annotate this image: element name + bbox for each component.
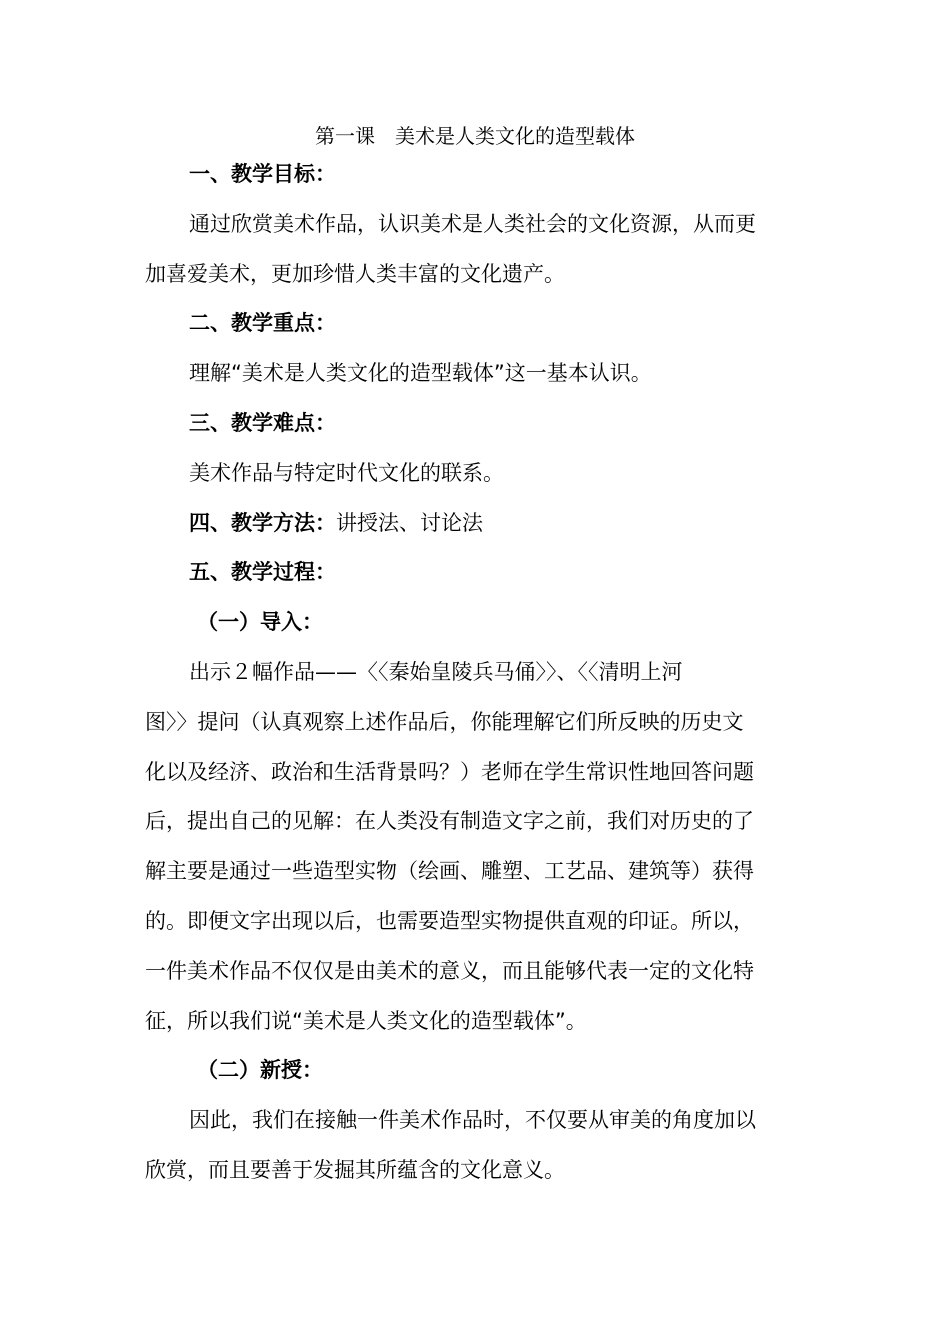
paragraph-line: 加喜爱美术，更加珍惜人类丰富的文化遗产。 xyxy=(145,261,565,286)
paragraph-line: 后，提出自己的见解：在人类没有制造文字之前，我们对历史的了 xyxy=(145,809,754,834)
subheading-introduction: （一）导入： xyxy=(197,610,323,635)
heading-difficulties: 三、教学难点： xyxy=(189,410,336,435)
paragraph-line: 美术作品与特定时代文化的联系。 xyxy=(189,460,504,485)
paragraph-line: 一件美术作品不仅仅是由美术的意义，而且能够代表一定的文化特 xyxy=(145,958,754,983)
paragraph-line: 出示２幅作品——〈〈秦始皇陵兵马俑〉〉、〈〈清明上河 xyxy=(189,659,683,684)
heading-key-points: 二、教学重点： xyxy=(189,311,336,336)
paragraph-line: 征，所以我们说“美术是人类文化的造型载体”。 xyxy=(145,1008,587,1033)
heading-teaching-process: 五、教学过程： xyxy=(189,560,336,585)
document-title: 第一课 美术是人类文化的造型载体 xyxy=(315,124,635,148)
paragraph-line: 化以及经济、政治和生活背景吗？）老师在学生常识性地回答问题 xyxy=(145,759,754,784)
paragraph-line: 欣赏，而且要善于发掘其所蕴含的文化意义。 xyxy=(145,1157,565,1182)
teaching-methods-text: 讲授法、讨论法 xyxy=(336,510,483,535)
paragraph-line: 理解“美术是人类文化的造型载体”这一基本认识。 xyxy=(189,361,652,386)
paragraph-line: 解主要是通过一些造型实物（绘画、雕塑、工艺品、建筑等）获得 xyxy=(145,859,754,884)
document-body xyxy=(145,150,800,1196)
subheading-new-lesson: （二）新授： xyxy=(197,1058,323,1083)
paragraph-line: 因此，我们在接触一件美术作品时，不仅要从审美的角度加以 xyxy=(189,1108,756,1133)
heading-teaching-objectives: 一、教学目标： xyxy=(189,162,336,186)
paragraph-line: 图〉〉提问（认真观察上述作品后，你能理解它们所反映的历史文 xyxy=(145,709,744,734)
paragraph-line: 的。即便文字出现以后，也需要造型实物提供直观的印证。所以， xyxy=(145,908,754,933)
paragraph-line: 通过欣赏美术作品，认识美术是人类社会的文化资源，从而更 xyxy=(189,211,756,236)
heading-teaching-methods-line xyxy=(145,499,800,549)
heading-teaching-methods: 四、教学方法： xyxy=(189,510,336,535)
